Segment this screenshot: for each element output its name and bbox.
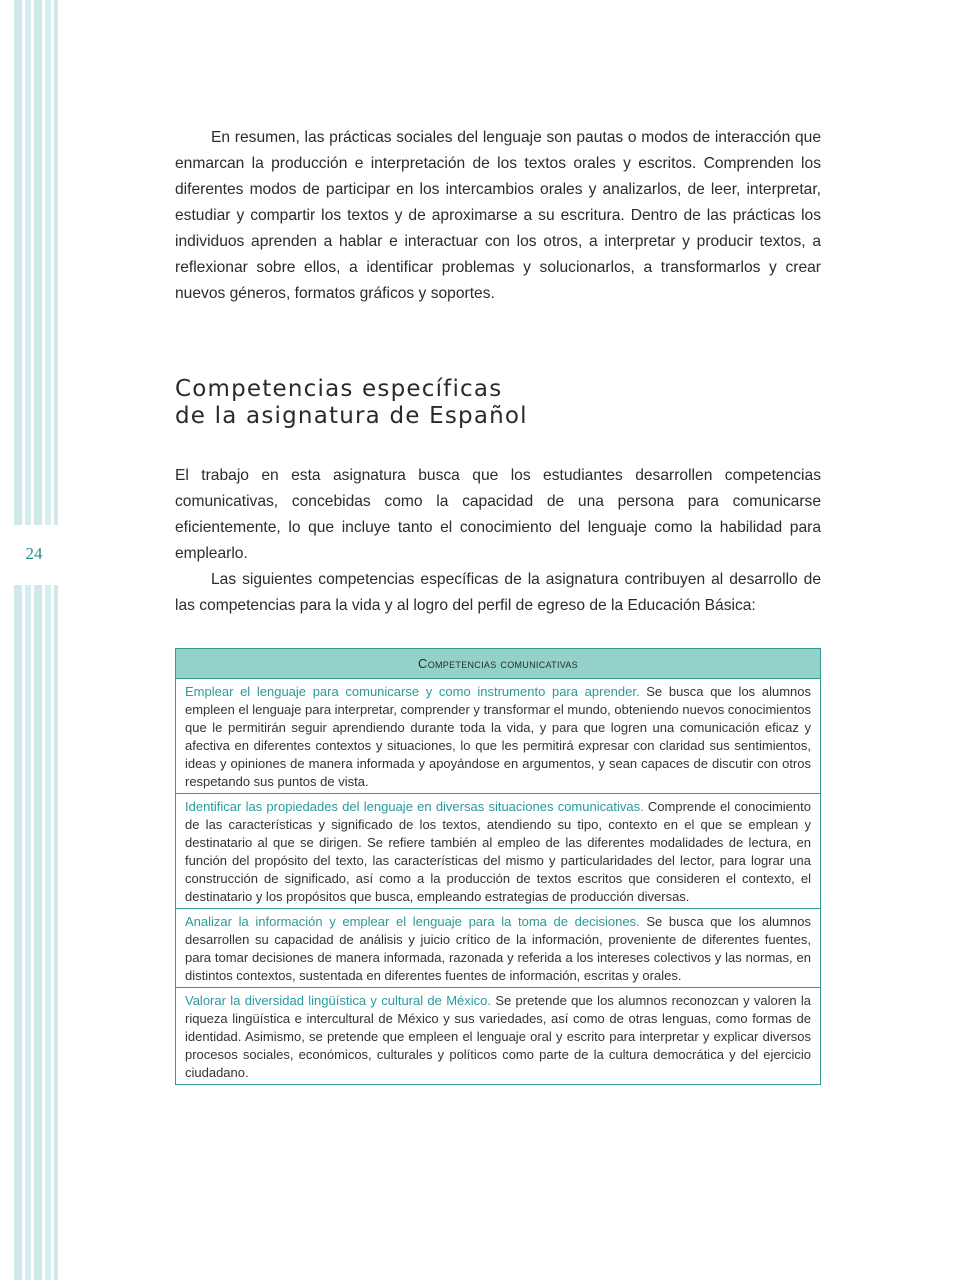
section-paragraph-2: Las siguientes competencias específicas de la asignatura contribuyen al desarrollo de las competencias para la vida y al logro del perfil de egreso de la Educación Básica: — [175, 571, 821, 614]
competency-description: Se pretende que los alumnos reconozcan y valoren la riqueza lingüística e intercultural de México y sus variedades, así como de otras lenguas, como formas de identidad. Asimismo, se pretende que empleen el lenguaje oral y escrito para interpretar y explicar diversos procesos sociales, económicos, culturales y políticos como parte de la cultura democrática y del ejercicio ciudadano. — [185, 993, 811, 1080]
page-number: 24 — [25, 544, 43, 563]
competency-title: Valorar la diversidad lingüística y cultural de México. — [185, 993, 491, 1008]
competency-title: Emplear el lenguaje para comunicarse y como instrumento para aprender. — [185, 684, 640, 699]
competency-description: Se busca que los alumnos desarrollen su capacidad de análisis y juicio crítico de la información, proveniente de diferentes fuentes, para tomar decisiones de manera informada, razonada y referida a los intereses colectivos y las normas, en distintos contextos, sustentada en diferentes fuentes de información, escritas y orales. — [185, 914, 811, 983]
intro-section — [175, 125, 821, 307]
competency-title: Identificar las propiedades del lenguaje en diversas situaciones comunicativas. — [185, 799, 644, 814]
intro-paragraph: En resumen, las prácticas sociales del lenguaje son pautas o modos de interacción que enmarcan la producción e interpretación de los textos orales y escritos. Comprenden los diferentes modos de participar en los intercambios orales y analizarlos, de leer, interpretar, estudiar y compartir los textos y de aproximarse a su escritura. Dentro de las prácticas los individuos aprenden a hablar e interactuar con los otros, a interpretar y producir textos, a reflexionar sobre ellos, a identificar problemas y solucionarlos, a transformarlos y crear nuevos géneros, formatos gráficos y soportes. — [175, 129, 821, 302]
section-heading-line1: Competencias específicas — [175, 376, 503, 402]
table-cell — [176, 679, 821, 794]
competency-description: Comprende el conocimiento de las características y significado de los textos, atendiendo su tipo, contexto en el que se emplean y destinatario al que se dirigen. Se refiere también al empleo de las diferentes modalidades de lectura, en función del propósito del texto, las características del mismo y particularidades del lector, para lograr una construcción de significado, así como a la producción de textos escritos que consideren el contexto, el destinatario y los propósitos que busca, empleando estrategias de producción diversas. — [185, 799, 811, 904]
competencias-table — [175, 648, 821, 1085]
competency-description: Se busca que los alumnos empleen el lenguaje para interpretar, comprender y transformar el mundo, obteniendo nuevos conocimientos que le permitirán seguir aprendiendo durante toda la vida, y para que logren una comunicación eficaz y afectiva en diferentes contextos y situaciones, lo que les permitirá expresar con claridad sus sentimientos, ideas y opiniones de manera informada y apoyándose en argumentos, y sean capaces de discutir con otros respetando sus puntos de vista. — [185, 684, 811, 789]
decorative-side-stripes-top — [14, 0, 58, 525]
table-cell — [176, 988, 821, 1085]
table-header: Competencias comunicativas — [176, 649, 821, 679]
table-row — [176, 679, 821, 794]
section-heading-line2: de la asignatura de Español — [175, 403, 528, 429]
table-cell — [176, 794, 821, 909]
decorative-side-stripes-bottom — [14, 585, 58, 1280]
table-row — [176, 909, 821, 988]
table-row — [176, 988, 821, 1085]
table-cell — [176, 909, 821, 988]
section-heading — [175, 376, 821, 430]
section-paragraph-1: El trabajo en esta asignatura busca que los estudiantes desarrollen competencias comunicativas, concebidas como la capacidad de una persona para comunicarse eficientemente, lo que incluye tanto el conocimiento del lenguaje como la habilidad para emplearlo. — [175, 467, 821, 562]
section-body — [175, 463, 821, 619]
competency-title: Analizar la información y emplear el lenguaje para la toma de decisiones. — [185, 914, 640, 929]
table-row — [176, 794, 821, 909]
